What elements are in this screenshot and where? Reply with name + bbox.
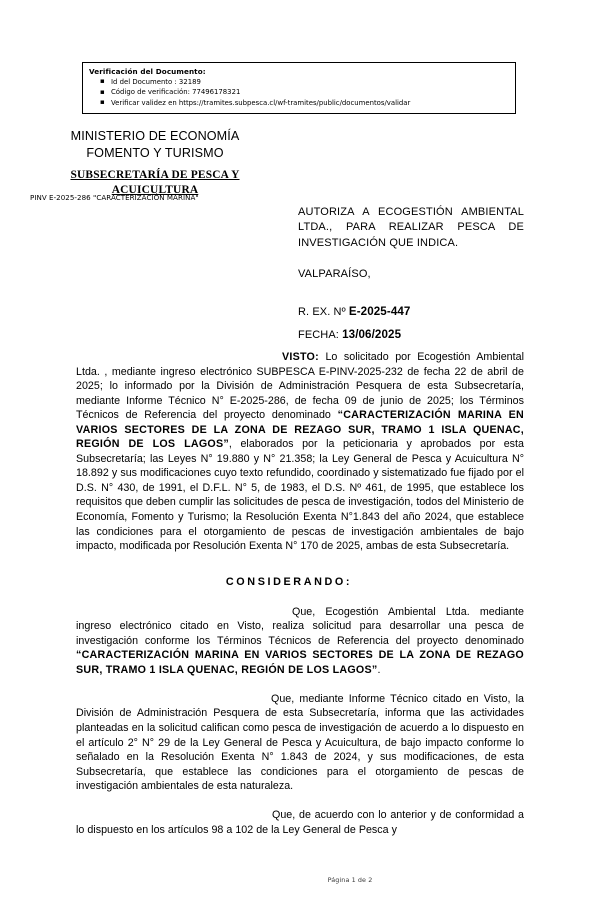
ministry-line-1: MINISTERIO DE ECONOMÍA xyxy=(70,129,240,143)
resolution-date xyxy=(298,328,401,341)
spacer-after-considerando xyxy=(76,588,524,605)
document-body xyxy=(76,350,524,837)
considerando-1-project-title: “CARACTERIZACIÓN MARINA EN VARIOS SECTORES DE LA ZONA DE REZAGO SUR, TRAMO 1 ISLA QUENAC, REGIÓN DE LOS LAGOS” xyxy=(76,649,524,676)
visto-text-part-1: Lo solicitado por Ecogestión Ambiental Ltda. , mediante ingreso electrónico SUBPESCA E-PINV-2025-232 de fecha 22 de abril de 2025; lo informado por la División de Administración Pesquera de esta Subsecretaría, mediante Informe Técnico N° E-2025-286, de fecha 09 de junio de 2025; los Términos Técnicos de Referencia del proyecto denominado xyxy=(76,351,524,422)
place-line: VALPARAÍSO, xyxy=(298,268,371,280)
resolution-date-value: 13/06/2025 xyxy=(342,328,402,341)
verification-box xyxy=(82,62,516,114)
considerando-2-text: Que, mediante Informe Técnico citado en Visto, la División de Administración Pesquera de esta Subsecretaría, informa que las actividades planteadas en la solicitud califican como pesca de investigación de acuerdo a lo dispuesto en el artículo 2° N° 29 de la Ley General de Pesca y Acuicultura, de bajo impacto conforme lo señalado en la Resolución Exenta N° 1.843 de 2024, y sus modificaciones, de esta Subsecretaría, que establece las condiciones para el otorgamiento de pescas de investigación ambientales de esta naturaleza. xyxy=(76,692,524,793)
subject-text: AUTORIZA A ECOGESTIÓN AMBIENTAL LTDA., PARA REALIZAR PESCA DE INVESTIGACIÓN QUE INDICA. xyxy=(298,206,524,249)
paragraph-considerando-2 xyxy=(76,692,524,794)
verification-item-document-id: ▪ Id del Documento : 32189 xyxy=(111,77,515,88)
resolution-number-label: R. EX. Nº xyxy=(298,306,346,318)
ministry-line-2: FOMENTO Y TURISMO xyxy=(86,146,224,160)
resolution-number xyxy=(298,305,410,318)
page-footer: Página 1 de 2 xyxy=(327,876,373,884)
considerando-1-text-part-2: . xyxy=(377,663,381,676)
paragraph-visto xyxy=(76,350,524,554)
spacer-before-considerando xyxy=(76,554,524,576)
considerando-1-text-part-1: Que, Ecogestión Ambiental Ltda. mediante ingreso electrónico citado en Visto, realiza solicitud para desarrollar una pesca de investigación conforme los Términos Técnicos de Referencia del proyecto denominado xyxy=(76,605,524,647)
subsecretaria-line-1: SUBSECRETARÍA DE PESCA Y xyxy=(70,169,240,181)
considerando-3-text: Que, de acuerdo con lo anterior y de conformidad a lo dispuesto en los artículos 98 a 102 de la Ley General de Pesca y xyxy=(76,809,524,836)
pinv-reference: PINV E-2025-286 "CARACTERIZACIÓN MARINA" xyxy=(30,193,199,202)
paragraph-considerando-3 xyxy=(76,808,524,837)
subsecretaria-line-2: ACUICULTURA xyxy=(111,183,199,196)
resolution-date-label: FECHA: xyxy=(298,329,339,341)
visto-label: VISTO: xyxy=(282,351,319,363)
verification-title: Verificación del Documento: xyxy=(89,67,206,76)
verification-list xyxy=(89,77,515,109)
visto-project-title: “CARACTERIZACIÓN MARINA EN VARIOS SECTORES DE LA ZONA DE REZAGO SUR, TRAMO 1 ISLA QUENAC, REGIÓN DE LOS LAGOS” xyxy=(76,409,524,451)
considerando-heading: CONSIDERANDO: xyxy=(225,575,353,588)
verification-item-code: ▪ Código de verificación: 77496178321 xyxy=(111,87,515,98)
verification-item-url: ▪ Verificar validez en https://tramites.subpesca.cl/wf-tramites/public/documentos/validar xyxy=(111,98,515,109)
resolution-number-value: E-2025-447 xyxy=(348,305,411,318)
organization-header xyxy=(30,128,280,197)
paragraph-considerando-1 xyxy=(76,605,524,678)
visto-text-part-2: , elaborados por la peticionaria y aprobados por esta Subsecretaría; las Leyes N° 19.880 y N° 21.358; la Ley General de Pesca y Acuicultura N° 18.892 y sus modificaciones cuyo texto refundido, coordinado y sistematizado fue fijado por el D.S. N° 430, de 1991, el D.F.L. N° 5, de 1983, el D.S. Nº 461, de 1995, que establece los requisitos que deben cumplir las solicitudes de pesca de investigación, todos del Ministerio de Economía, Fomento y Turismo; la Resolución Exenta N°1.843 del año 2024, que establece las condiciones para el otorgamiento de pescas de investigación ambientales de bajo impacto, modificada por Resolución Exenta N° 170 de 2025, ambas de esta Subsecretaría. xyxy=(76,438,525,553)
